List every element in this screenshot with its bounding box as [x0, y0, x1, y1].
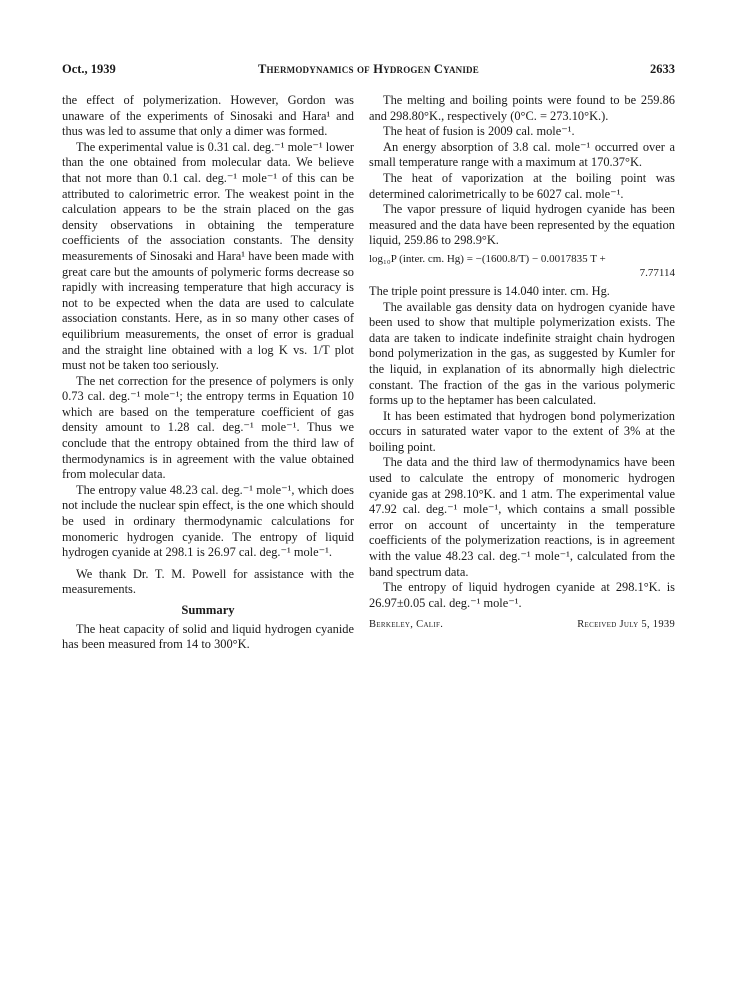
paragraph: An energy absorption of 3.8 cal. mole⁻¹ occurred over a small temperature range with a maximum at 170.37°K.	[369, 139, 675, 170]
paragraph: The entropy value 48.23 cal. deg.⁻¹ mole⁻¹, which does not include the nuclear spin effect, is the one which should be used in ordinary thermodynamic calculations for monomeric hydrogen cyanide. The entropy of liquid hydrogen cyanide at 298.1 is 26.97 cal. deg.⁻¹ mole⁻¹.	[62, 482, 354, 560]
summary-heading: Summary	[181, 603, 235, 617]
paragraph: The data and the third law of thermodynamics have been used to calculate the entropy of monomeric hydrogen cyanide gas at 298.10°K. and 1 atm. The experimental value 47.92 cal. deg.⁻¹ mole⁻¹, which contains a small possible error on account of uncertainty in the temperature coefficients of the polymerization reactions, is in agreement with the value 48.23 cal. deg.⁻¹ mole⁻¹, calculated from the band spectrum data.	[369, 455, 675, 579]
paragraph: The heat of vaporization at the boiling point was determined calorimetrically to be 6027 cal. mole⁻¹.	[369, 170, 675, 201]
header-page-number: 2633	[650, 62, 675, 76]
article-footer	[369, 617, 675, 633]
running-header	[62, 62, 675, 78]
left-column	[62, 93, 354, 653]
paragraph: The heat capacity of solid and liquid hydrogen cyanide has been measured from 14 to 300°K.	[62, 621, 354, 652]
paragraph: The entropy of liquid hydrogen cyanide at 298.1°K. is 26.97±0.05 cal. deg.⁻¹ mole⁻¹.	[369, 580, 675, 610]
paragraph: The experimental value is 0.31 cal. deg.⁻¹ mole⁻¹ lower than the one obtained from molecular data. We believe that not more than 0.1 cal. deg.⁻¹ mole⁻¹ of this can be attributed to calorimetric error. The weakest point in the calculation appears to be the strain placed on the gas density observations in obtaining the temperature coefficients of the association constants. The density measurements of Sinosaki and Hara¹ have been made with great care but the amounts of polymeric forms decrease so rapidly with increasing temperature that high accuracy is not to be expected when the data are used to calculate association constants. Here, as in so many other cases of equilibrium measurements, the onset of error is gradual and the straight line obtained with a log K vs. 1/T plot must not be taken too seriously.	[62, 139, 354, 373]
equation-line: 7.77114	[639, 266, 675, 279]
acknowledgment: We thank Dr. T. M. Powell for assistance with the measurements.	[62, 566, 354, 597]
footer-received-date: Received July 5, 1939	[577, 619, 675, 631]
paragraph: The vapor pressure of liquid hydrogen cyanide has been measured and the data have been represented by the equation liquid, 259.86 to 298.9°K.	[369, 202, 675, 248]
paragraph: The heat of fusion is 2009 cal. mole⁻¹.	[383, 124, 575, 139]
paragraph: It has been estimated that hydrogen bond polymerization occurs in saturated water vapor to the extent of 3% at the boiling point.	[369, 408, 675, 454]
paragraph: The available gas density data on hydrogen cyanide have been used to show that multiple polymerization exists. The data are taken to indicate indefinite straight chain hydrogen bond polymerization in the gas, as suggested by Kumler for the liquid, in explanation of its abnormally high dielectric constant. The fraction of the gas in the various polymeric forms up to the heptamer has been calculated.	[369, 299, 675, 408]
right-column	[369, 93, 675, 633]
equation-line: log₁₀P (inter. cm. Hg) = −(1600.8/T) − 0.0017835 T +	[369, 252, 606, 265]
header-date: Oct., 1939	[62, 62, 116, 76]
paragraph: the effect of polymerization. However, Gordon was unaware of the experiments of Sinosaki and Hara¹ and thus was led to assume that only a dimer was formed.	[62, 93, 354, 139]
paragraph: The net correction for the presence of polymers is only 0.73 cal. deg.⁻¹ mole⁻¹; the entropy terms in Equation 10 which are based on the temperature coefficient of gas density amount to 1.28 cal. deg.⁻¹ mole⁻¹. Thus we conclude that the entropy obtained from the third law of thermodynamics is in agreement with the value obtained from molecular data.	[62, 373, 354, 482]
header-title: Thermodynamics of Hydrogen Cyanide	[258, 62, 479, 76]
footer-place: Berkeley, Calif.	[369, 619, 444, 631]
vapor-pressure-equation	[369, 252, 675, 280]
paragraph: The melting and boiling points were found to be 259.86 and 298.80°K., respectively (0°C. = 273.10°K.).	[369, 93, 675, 123]
paragraph: The triple point pressure is 14.040 inter. cm. Hg.	[369, 283, 610, 298]
